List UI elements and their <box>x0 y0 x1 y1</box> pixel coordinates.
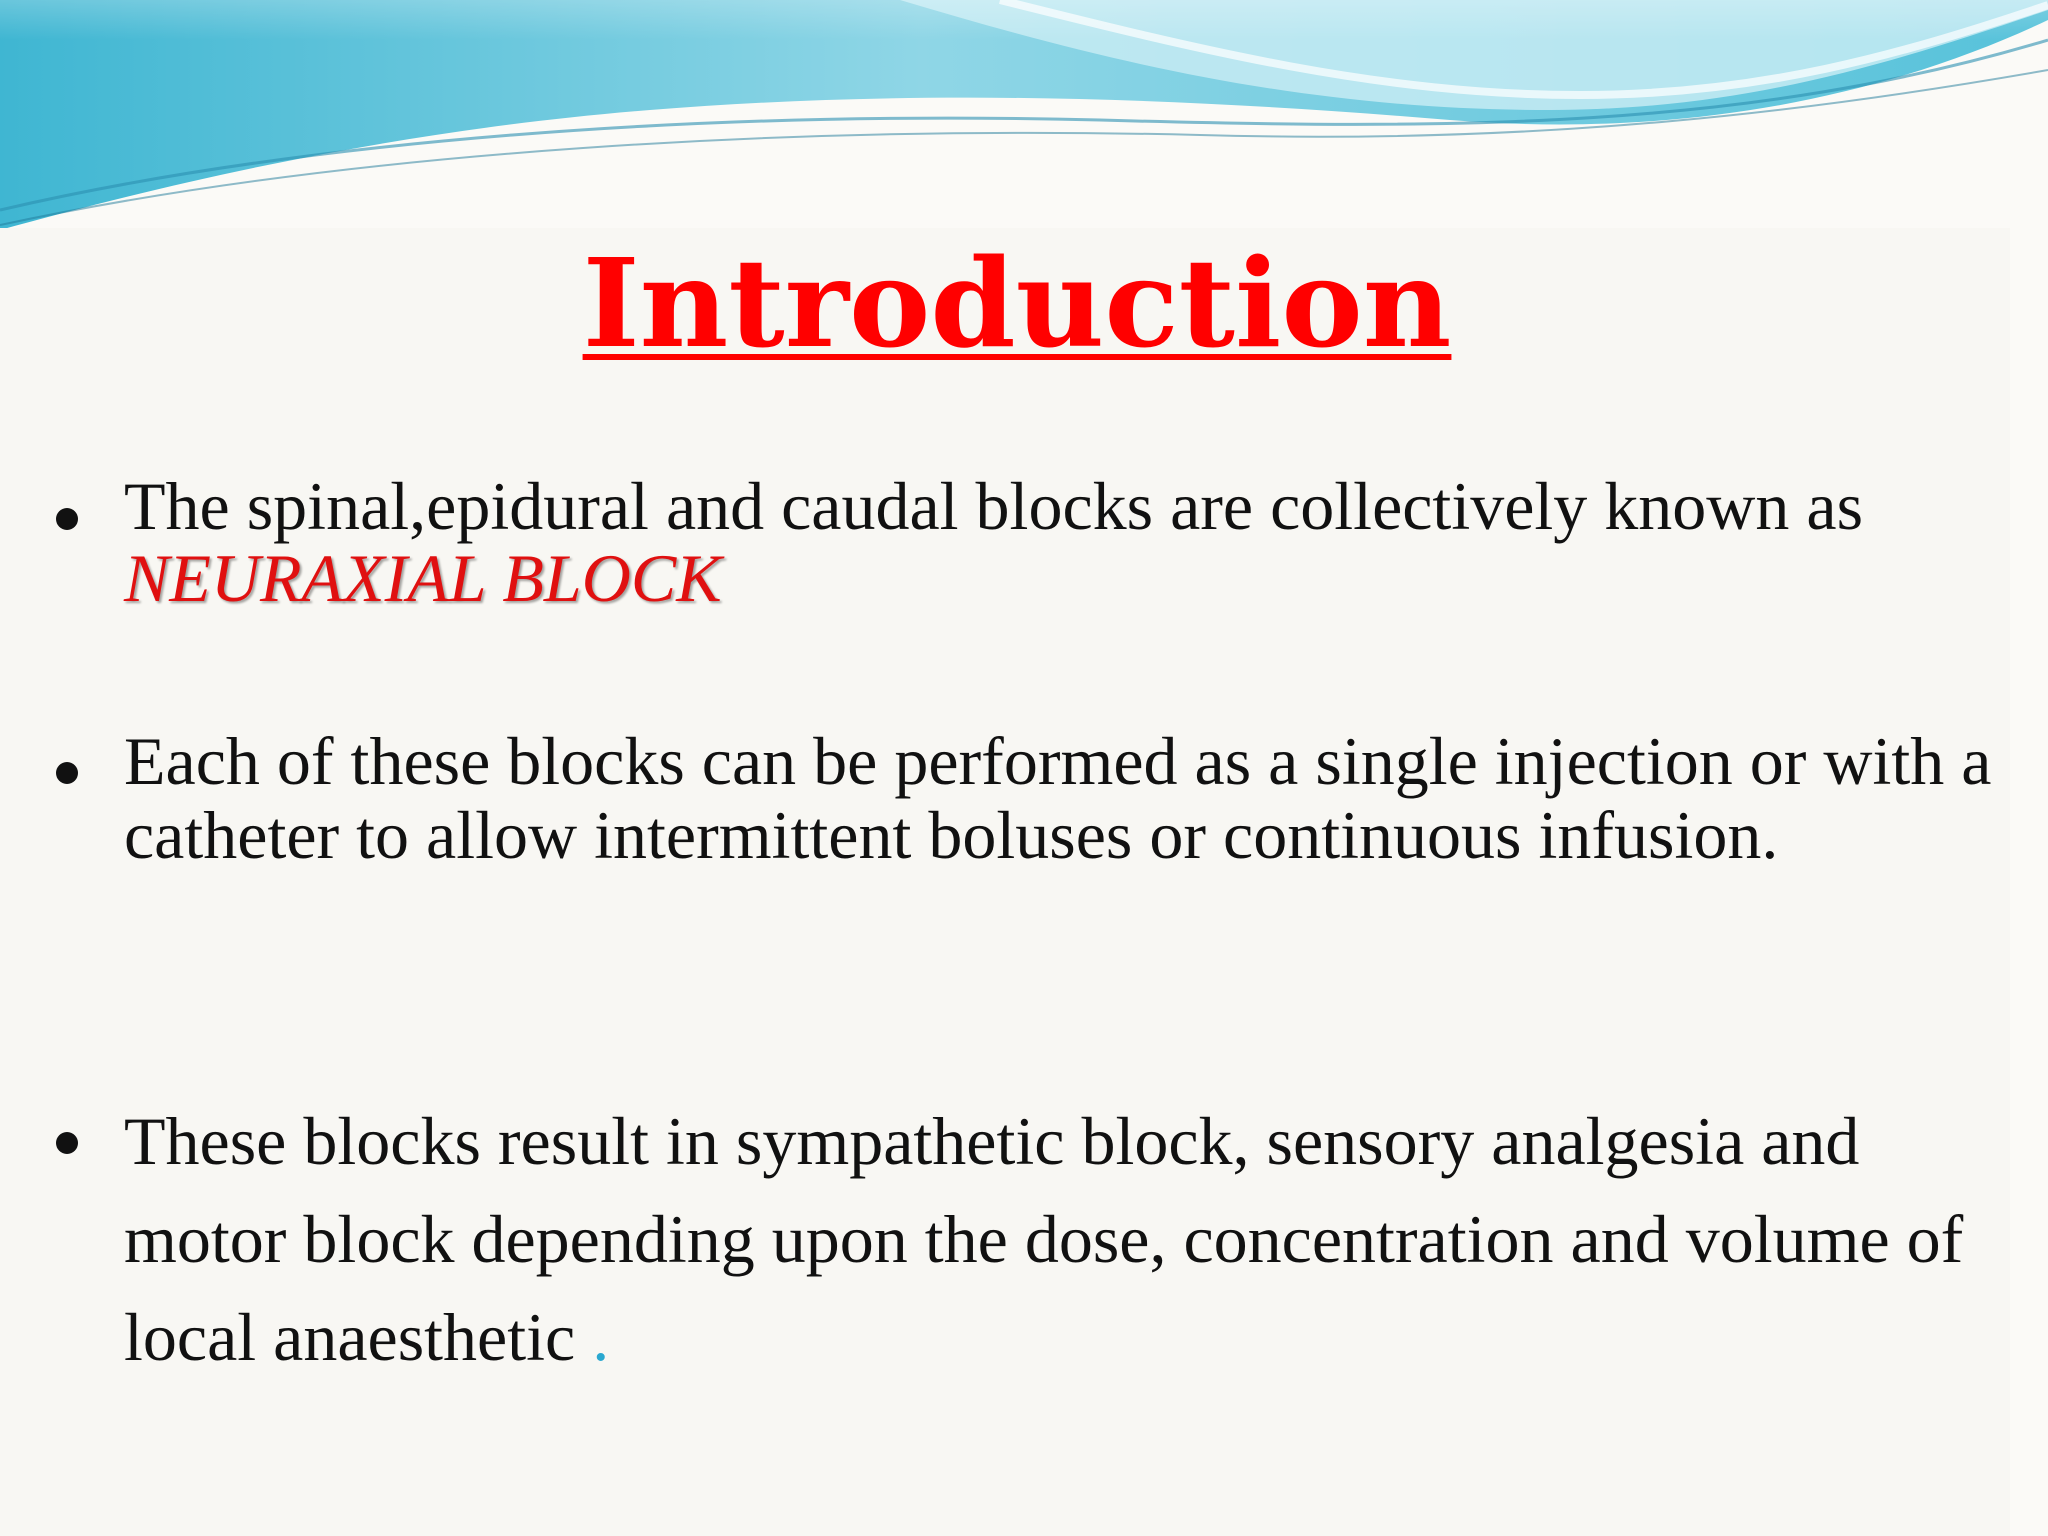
bullet-text <box>124 1092 2004 1386</box>
bullet-text: Each of these blocks can be performed as a single injection or with a catheter to allow intermittent boluses or continuous infusion. <box>124 723 1992 873</box>
bullet-text-main: These blocks result in sympathetic block, sensory analgesia and motor block depending upon the dose, concentration and volume of local anaesthetic <box>124 1103 1964 1375</box>
bullet-text-main: The spinal,epidural and caudal blocks are collectively known as <box>124 468 1864 544</box>
bullet-emphasis: NEURAXIAL BLOCK <box>124 540 722 616</box>
bullet-dot-icon <box>56 508 78 530</box>
slide-title: Introduction <box>582 231 1452 375</box>
bullet-end-mark: . <box>592 1299 610 1375</box>
bullet-text <box>124 470 2004 614</box>
bullet-dot-icon <box>56 1132 78 1154</box>
bullet-dot-icon <box>56 762 78 784</box>
wave-header-decoration <box>0 0 2048 240</box>
